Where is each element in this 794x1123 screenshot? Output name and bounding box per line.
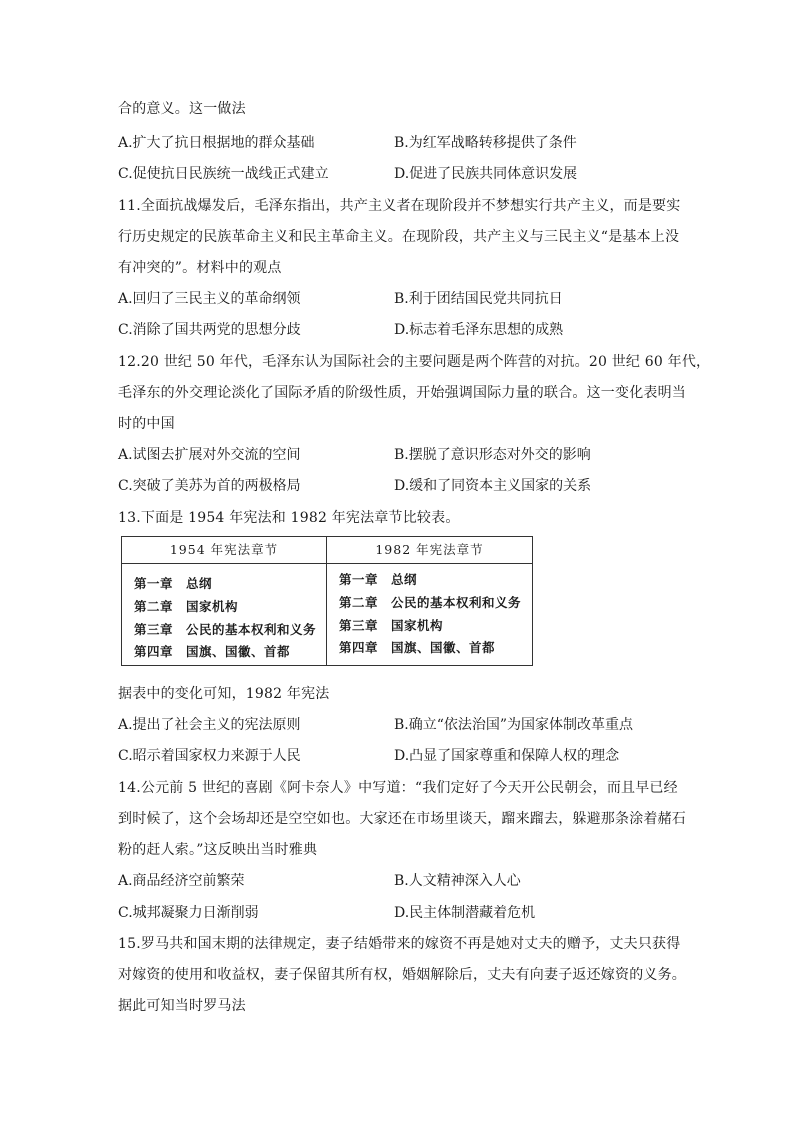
q12-stem-line: 12.20 世纪 50 年代，毛泽东认为国际社会的主要问题是两个阵营的对抗。20 世纪 60 年代，	[118, 354, 711, 370]
chapter-number: 第二章	[339, 595, 379, 610]
chapter-title: 国家机构	[186, 599, 239, 614]
chapter-title: 总纲	[391, 572, 418, 587]
q13-option-b: B.确立“依法治国”为国家体制改革重点	[394, 717, 634, 733]
q14-stem-line: 粉的赶人索。”这反映出当时雅典	[118, 842, 318, 858]
table-header-1954: 1954 年宪法章节	[122, 537, 326, 564]
table-row	[339, 571, 417, 589]
q12-option-b: B.摆脱了意识形态对外交的影响	[394, 447, 591, 463]
q10-option-b: B.为红军战略转移提供了条件	[394, 135, 577, 151]
q12-stem-line: 毛泽东的外交理论淡化了国际矛盾的阶级性质，开始强调国际力量的联合。这一变化表明当	[118, 385, 686, 401]
chapter-title: 国旗、国徽、首都	[391, 640, 496, 655]
q14-option-d: D.民主体制潜藏着危机	[394, 905, 536, 921]
q13-option-c: C.昭示着国家权力来源于人民	[118, 748, 301, 764]
q13-stem: 13.下面是 1954 年宪法和 1982 年宪法章节比较表。	[118, 510, 460, 526]
q10-option-a: A.扩大了抗日根据地的群众基础	[118, 135, 315, 151]
q11-stem-line: 行历史规定的民族革命主义和民主革命主义。在现阶段，共产主义与三民主义“是基本上没	[118, 229, 680, 245]
q11-option-c: C.消除了国共两党的思想分歧	[118, 322, 301, 338]
q10-stem-tail: 合的意义。这一做法	[118, 101, 246, 117]
q10-option-d: D.促进了民族共同体意识发展	[394, 166, 578, 182]
table-header-1982: 1982 年宪法章节	[327, 537, 532, 564]
q12-option-a: A.试图去扩展对外交流的空间	[118, 447, 301, 463]
q12-option-c: C.突破了美苏为首的两极格局	[118, 478, 301, 494]
chapter-number: 第一章	[339, 572, 379, 587]
q15-stem-line: 据此可知当时罗马法	[118, 998, 246, 1014]
table-row	[134, 598, 238, 616]
chapter-number: 第二章	[134, 599, 174, 614]
q12-stem-line: 时的中国	[118, 416, 175, 432]
table-row	[339, 617, 443, 635]
q11-option-d: D.标志着毛泽东思想的成熟	[394, 322, 564, 338]
q15-stem-line: 15.罗马共和国末期的法律规定，妻子结婚带来的嫁资不再是她对丈夫的赠予，丈夫只获得	[118, 936, 681, 952]
q13-option-d: D.凸显了国家尊重和保障人权的理念	[394, 748, 620, 764]
table-column-1954	[122, 537, 327, 665]
q11-option-b: B.利于团结国民党共同抗日	[394, 291, 563, 307]
table-row	[339, 639, 495, 657]
chapter-title: 公民的基本权利和义务	[391, 595, 522, 610]
q12-option-d: D.缓和了同资本主义国家的关系	[394, 478, 592, 494]
table-column-1982	[327, 537, 532, 665]
q11-stem-line: 11.全面抗战爆发后，毛泽东指出，共产主义者在现阶段并不梦想实行共产主义，而是要实	[118, 198, 681, 214]
chapter-number: 第三章	[134, 622, 174, 637]
chapter-title: 国旗、国徽、首都	[186, 644, 291, 659]
chapter-number: 第三章	[339, 618, 379, 633]
constitution-comparison-table	[121, 536, 533, 666]
chapter-number: 第四章	[339, 640, 379, 655]
q14-option-b: B.人文精神深入人心	[394, 873, 521, 889]
q10-option-c: C.促使抗日民族统一战线正式建立	[118, 166, 329, 182]
chapter-number: 第一章	[134, 576, 174, 591]
q14-option-a: A.商品经济空前繁荣	[118, 873, 245, 889]
chapter-number: 第四章	[134, 644, 174, 659]
q13-option-a: A.提出了社会主义的宪法原则	[118, 717, 301, 733]
q11-option-a: A.回归了三民主义的革命纲领	[118, 291, 301, 307]
q11-stem-line: 有冲突的”。材料中的观点	[118, 260, 282, 276]
q14-stem-line: 14.公元前 5 世纪的喜剧《阿卡奈人》中写道：“我们定好了今天开公民朝会，而且早已经	[118, 780, 678, 796]
table-row	[134, 575, 212, 593]
q14-stem-line: 到时候了，这个会场却还是空空如也。大家还在市场里谈天，蹓来蹓去，躲避那条涂着赭石	[118, 811, 686, 827]
table-row	[134, 643, 290, 661]
chapter-title: 总纲	[186, 576, 213, 591]
q13-after-table: 据表中的变化可知，1982 年宪法	[118, 686, 330, 702]
table-row	[134, 621, 316, 639]
q14-option-c: C.城邦凝聚力日渐削弱	[118, 905, 259, 921]
chapter-title: 公民的基本权利和义务	[186, 622, 317, 637]
table-row	[339, 594, 521, 612]
q15-stem-line: 对嫁资的使用和收益权，妻子保留其所有权，婚姻解除后，丈夫有向妻子返还嫁资的义务。	[118, 967, 686, 983]
chapter-title: 国家机构	[391, 618, 444, 633]
